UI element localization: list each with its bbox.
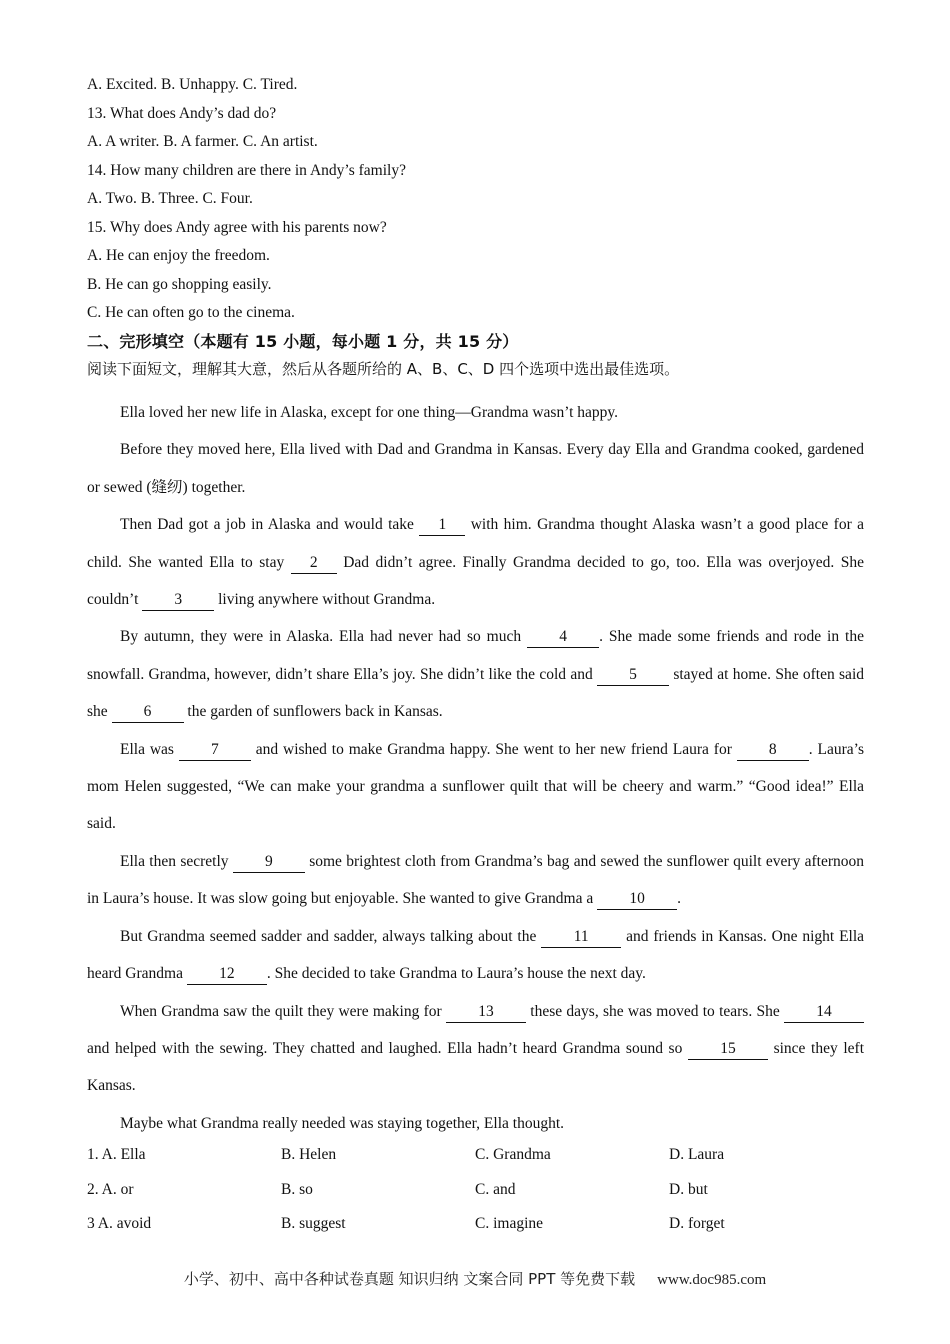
q12-options: A. Excited. B. Unhappy. C. Tired.	[87, 76, 298, 93]
page-footer	[0, 1268, 950, 1289]
options-row-1	[87, 1144, 864, 1179]
option-2d: D. but	[669, 1180, 708, 1198]
q13-options: A. A writer. B. A farmer. C. An artist.	[87, 133, 318, 150]
blank-1: 1	[419, 515, 465, 536]
option-3a: 3 A. avoid	[87, 1215, 152, 1233]
option-2c: C. and	[475, 1180, 516, 1198]
option-1a: 1. A. Ella	[87, 1146, 146, 1164]
option-2b: B. so	[281, 1180, 313, 1198]
option-1c: C. Grandma	[475, 1146, 551, 1164]
passage-paragraph-2: Before they moved here, Ella lived with Dad and Grandma in Kansas. Every day Ella and Grandma cooked, gardened or sewed (缝纫) together.	[87, 441, 864, 496]
listening-questions	[87, 74, 864, 331]
section-title: 二、完形填空（本题有 15 小题，每小题 1 分，共 15 分）	[87, 331, 519, 351]
blank-4: 4	[527, 627, 599, 648]
answer-options	[87, 1144, 864, 1248]
passage-paragraph-1: Ella loved her new life in Alaska, except for one thing—Grandma wasn’t happy.	[120, 404, 619, 421]
footer-text: 小学、初中、高中各种试卷真题 知识归纳 文案合同 PPT 等免费下载	[183, 1270, 636, 1288]
q15-option-b: B. He can go shopping easily.	[87, 275, 272, 293]
blank-11: 11	[541, 927, 621, 948]
blank-14: 14	[784, 1002, 864, 1023]
paragraph-text: But Grandma seemed sadder and sadder, always talking about the	[120, 927, 537, 945]
option-1b: B. Helen	[281, 1146, 337, 1164]
passage-paragraph-4	[87, 618, 864, 730]
blank-7: 7	[179, 740, 251, 761]
q15-question: 15. Why does Andy agree with his parents now?	[87, 218, 387, 236]
paragraph-text: . She made some friends and rode in the snowfall. Grandma, however, didn’t share Ella’s joy. She didn’t like the cold and	[87, 628, 864, 683]
option-3c: C. imagine	[475, 1215, 544, 1233]
passage-paragraph-5	[87, 731, 864, 843]
q14-question: 14. How many children are there in Andy’s family?	[87, 161, 406, 179]
paragraph-text: Then Dad got a job in Alaska and would take	[120, 516, 414, 534]
paragraph-text: stayed at home. She often said she	[87, 665, 864, 721]
blank-5: 5	[597, 665, 669, 686]
paragraph-text: By autumn, they were in Alaska. Ella had never had so much	[120, 628, 522, 646]
paragraph-text: When Grandma saw the quilt they were making for	[120, 1002, 442, 1020]
q15-option-c: C. He can often go to the cinema.	[87, 304, 295, 321]
option-3b: B. suggest	[281, 1215, 346, 1233]
passage-paragraph-6	[87, 843, 864, 918]
section-instruction: 阅读下面短文，理解其大意，然后从各题所给的 A、B、C、D 四个选项中选出最佳选项。	[87, 360, 680, 378]
paragraph-text: .	[677, 890, 681, 908]
blank-12: 12	[187, 964, 267, 985]
paragraph-text: . Laura’s mom Helen suggested, “We can make your grandma a sunflower quilt that will be cheery and warm.” “Good idea!” Ella said.	[87, 740, 865, 833]
paragraph-text: since they left Kansas.	[87, 1039, 865, 1095]
options-row-2	[87, 1179, 864, 1214]
paragraph-text: Ella then secretly	[120, 852, 229, 870]
cloze-passage	[87, 394, 864, 1142]
paragraph-text: . She decided to take Grandma to Laura’s house the next day.	[266, 965, 646, 983]
passage-paragraph-7	[87, 918, 864, 993]
passage-paragraph-9: Maybe what Grandma really needed was staying together, Ella thought.	[120, 1114, 565, 1132]
blank-9: 9	[233, 852, 305, 873]
q14-options: A. Two. B. Three. C. Four.	[87, 190, 253, 207]
paragraph-text: and wished to make Grandma happy. She went to her new friend Laura for	[255, 740, 732, 758]
paragraph-text: the garden of sunflowers back in Kansas.	[187, 703, 443, 721]
option-1d: D. Laura	[669, 1146, 725, 1164]
paragraph-text: with him. Grandma thought Alaska wasn’t a good place for a child. She wanted Ella to stay	[87, 516, 865, 571]
blank-2: 2	[291, 553, 337, 574]
blank-13: 13	[446, 1002, 526, 1023]
footer-url[interactable]: www.doc985.com	[657, 1272, 767, 1288]
blank-6: 6	[112, 702, 184, 723]
option-3d: D. forget	[669, 1215, 725, 1233]
paragraph-text: some brightest cloth from Grandma’s bag and sewed the sunflower quilt every afternoon in Laura’s house. It was slow going but enjoyable. She wanted to give Grandma a	[87, 852, 865, 908]
q13-question: 13. What does Andy’s dad do?	[87, 104, 277, 122]
blank-3: 3	[142, 590, 214, 611]
option-2a: 2. A. or	[87, 1180, 134, 1198]
paragraph-text: these days, she was moved to tears. She	[530, 1002, 780, 1020]
paragraph-text: Ella was	[120, 740, 174, 758]
passage-paragraph-8	[87, 993, 864, 1105]
q15-option-a: A. He can enjoy the freedom.	[87, 247, 270, 264]
options-row-3	[87, 1213, 864, 1248]
blank-10: 10	[597, 889, 677, 910]
paragraph-text: living anywhere without Grandma.	[218, 591, 436, 609]
paragraph-text: and friends in Kansas. One night Ella heard Grandma	[87, 927, 865, 983]
paragraph-text: Dad didn’t agree. Finally Grandma decided to go, too. Ella was overjoyed. She couldn’t	[87, 553, 865, 609]
paragraph-text: and helped with the sewing. They chatted and laughed. Ella hadn’t heard Grandma sound so	[87, 1039, 683, 1057]
exam-page	[87, 74, 864, 1248]
blank-15: 15	[688, 1039, 768, 1060]
blank-8: 8	[737, 740, 809, 761]
passage-paragraph-3	[87, 506, 864, 618]
